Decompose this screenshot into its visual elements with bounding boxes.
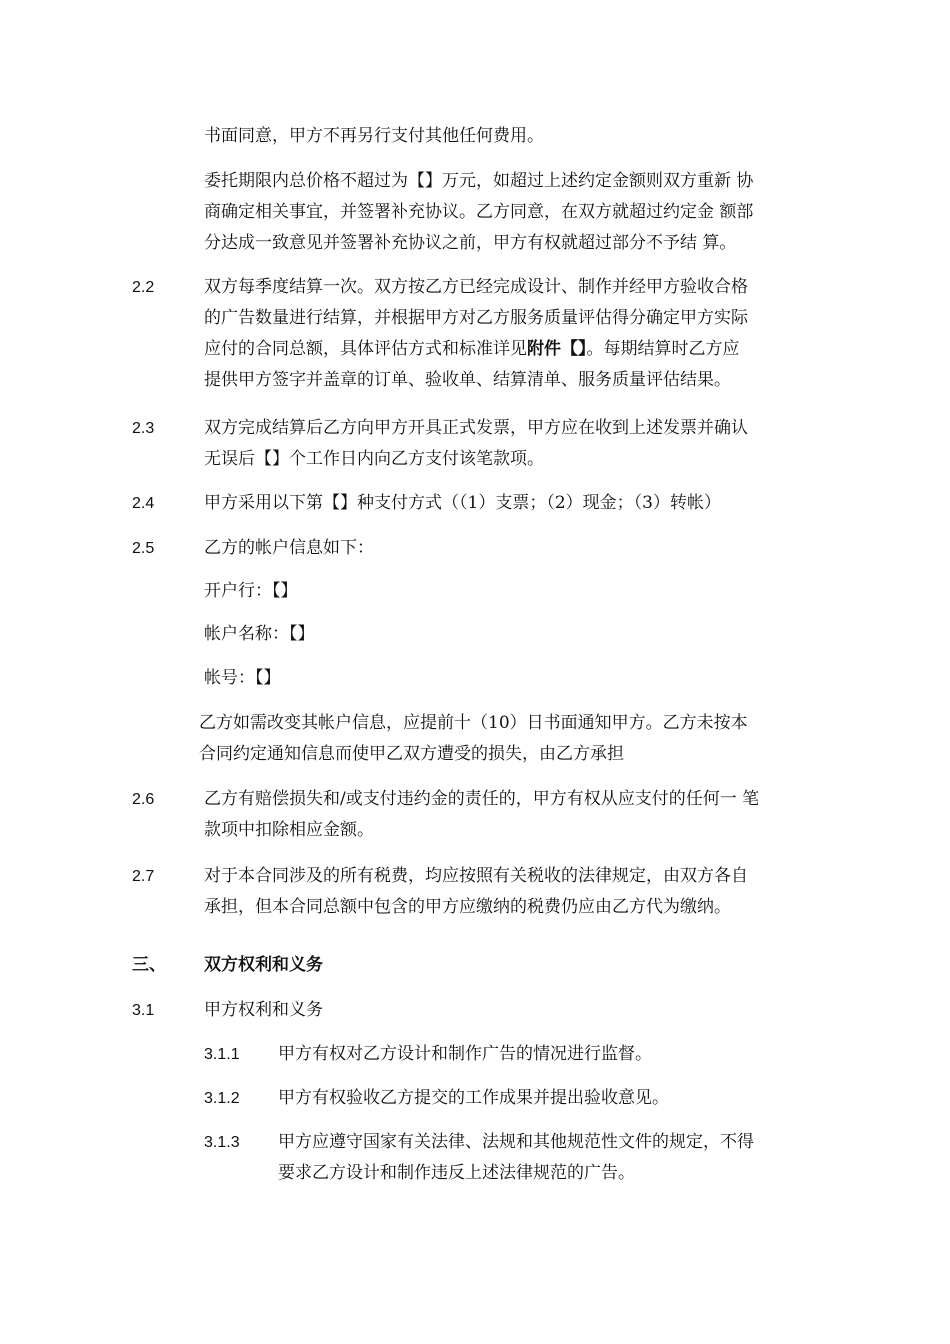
clause-2-2-line-3-tail: 。每期结算时乙方应 — [586, 339, 740, 359]
clause-3-1-title: 甲方权利和义务 — [204, 1000, 323, 1020]
clause-2-2-line-1: 双方每季度结算一次。双方按乙方已经完成设计、制作并经甲方验收合格 — [204, 277, 748, 297]
clause-3-1-1-line-1: 甲方有权对乙方设计和制作广告的情况进行监督。 — [278, 1044, 652, 1064]
clause-number-3-1-3: 3.1.3 — [204, 1134, 240, 1151]
clause-2-3-line-2: 无误后【】个工作日内向乙方支付该笔款项。 — [204, 449, 544, 469]
clause-2-6-line-1: 乙方有赔偿损失和/或支付违约金的责任的，甲方有权从应支付的任何一 笔 — [204, 789, 760, 809]
account-name-field: 帐户名称：【】 — [204, 624, 315, 644]
clause-number-2-6: 2.6 — [132, 791, 155, 808]
clause-2-5-note-line-2: 合同约定通知信息而使甲乙双方遭受的损失，由乙方承担 — [199, 744, 624, 764]
clause-number-2-3: 2.3 — [132, 420, 155, 437]
attachment-reference: 附件【】 — [527, 339, 587, 359]
clause-2-2-line-3 — [204, 339, 740, 359]
section-number-3: 三、 — [132, 955, 166, 975]
clause-2-7-line-2: 承担，但本合同总额中包含的甲方应缴纳的税费仍应由乙方代为缴纳。 — [204, 897, 731, 917]
intro-para2-line-1: 委托期限内总价格不超过为【】万元，如超过上述约定金额则双方重新 协 — [204, 171, 754, 191]
clause-3-1-3-line-1: 甲方应遵守国家有关法律、法规和其他规范性文件的规定，不得 — [278, 1132, 754, 1152]
clause-2-5-note-line-1: 乙方如需改变其帐户信息，应提前十（10）日书面通知甲方。乙方未按本 — [199, 713, 748, 733]
clause-2-3-line-1: 双方完成结算后乙方向甲方开具正式发票，甲方应在收到上述发票并确认 — [204, 418, 748, 438]
clause-2-2-line-2: 的广告数量进行结算，并根据甲方对乙方服务质量评估得分确定甲方实际 — [204, 308, 748, 328]
account-number-field: 帐号：【】 — [204, 668, 281, 688]
clause-2-2-line-3-text: 应付的合同总额，具体评估方式和标准详见 — [204, 339, 527, 359]
clause-2-4-line-1: 甲方采用以下第【】种支付方式（（1）支票；（2）现金；（3）转帐） — [204, 493, 721, 513]
clause-2-2-line-4: 提供甲方签字并盖章的订单、验收单、结算清单、服务质量评估结果。 — [204, 370, 731, 390]
clause-number-2-5: 2.5 — [132, 540, 155, 557]
intro-para2-line-2: 商确定相关事宜，并签署补充协议。乙方同意，在双方就超过约定金 额部 — [204, 202, 754, 222]
clause-number-2-4: 2.4 — [132, 495, 155, 512]
clause-number-2-2: 2.2 — [132, 279, 155, 296]
clause-3-1-2-line-1: 甲方有权验收乙方提交的工作成果并提出验收意见。 — [278, 1088, 669, 1108]
clause-number-2-7: 2.7 — [132, 868, 155, 885]
intro-para2-line-3: 分达成一致意见并签署补充协议之前，甲方有权就超过部分不予结 算。 — [204, 233, 737, 253]
clause-2-5-line-1: 乙方的帐户信息如下： — [204, 538, 374, 558]
clause-3-1-3-line-2: 要求乙方设计和制作违反上述法律规范的广告。 — [278, 1163, 635, 1183]
clause-number-3-1: 3.1 — [132, 1002, 155, 1019]
clause-number-3-1-1: 3.1.1 — [204, 1046, 240, 1063]
clause-2-7-line-1: 对于本合同涉及的所有税费，均应按照有关税收的法律规定，由双方各自 — [204, 866, 748, 886]
intro-line-1: 书面同意，甲方不再另行支付其他任何费用。 — [204, 126, 544, 146]
bank-field: 开户行：【】 — [204, 581, 298, 601]
section-3-title: 双方权利和义务 — [204, 955, 323, 975]
clause-2-6-line-2: 款项中扣除相应金额。 — [204, 820, 374, 840]
clause-number-3-1-2: 3.1.2 — [204, 1090, 240, 1107]
